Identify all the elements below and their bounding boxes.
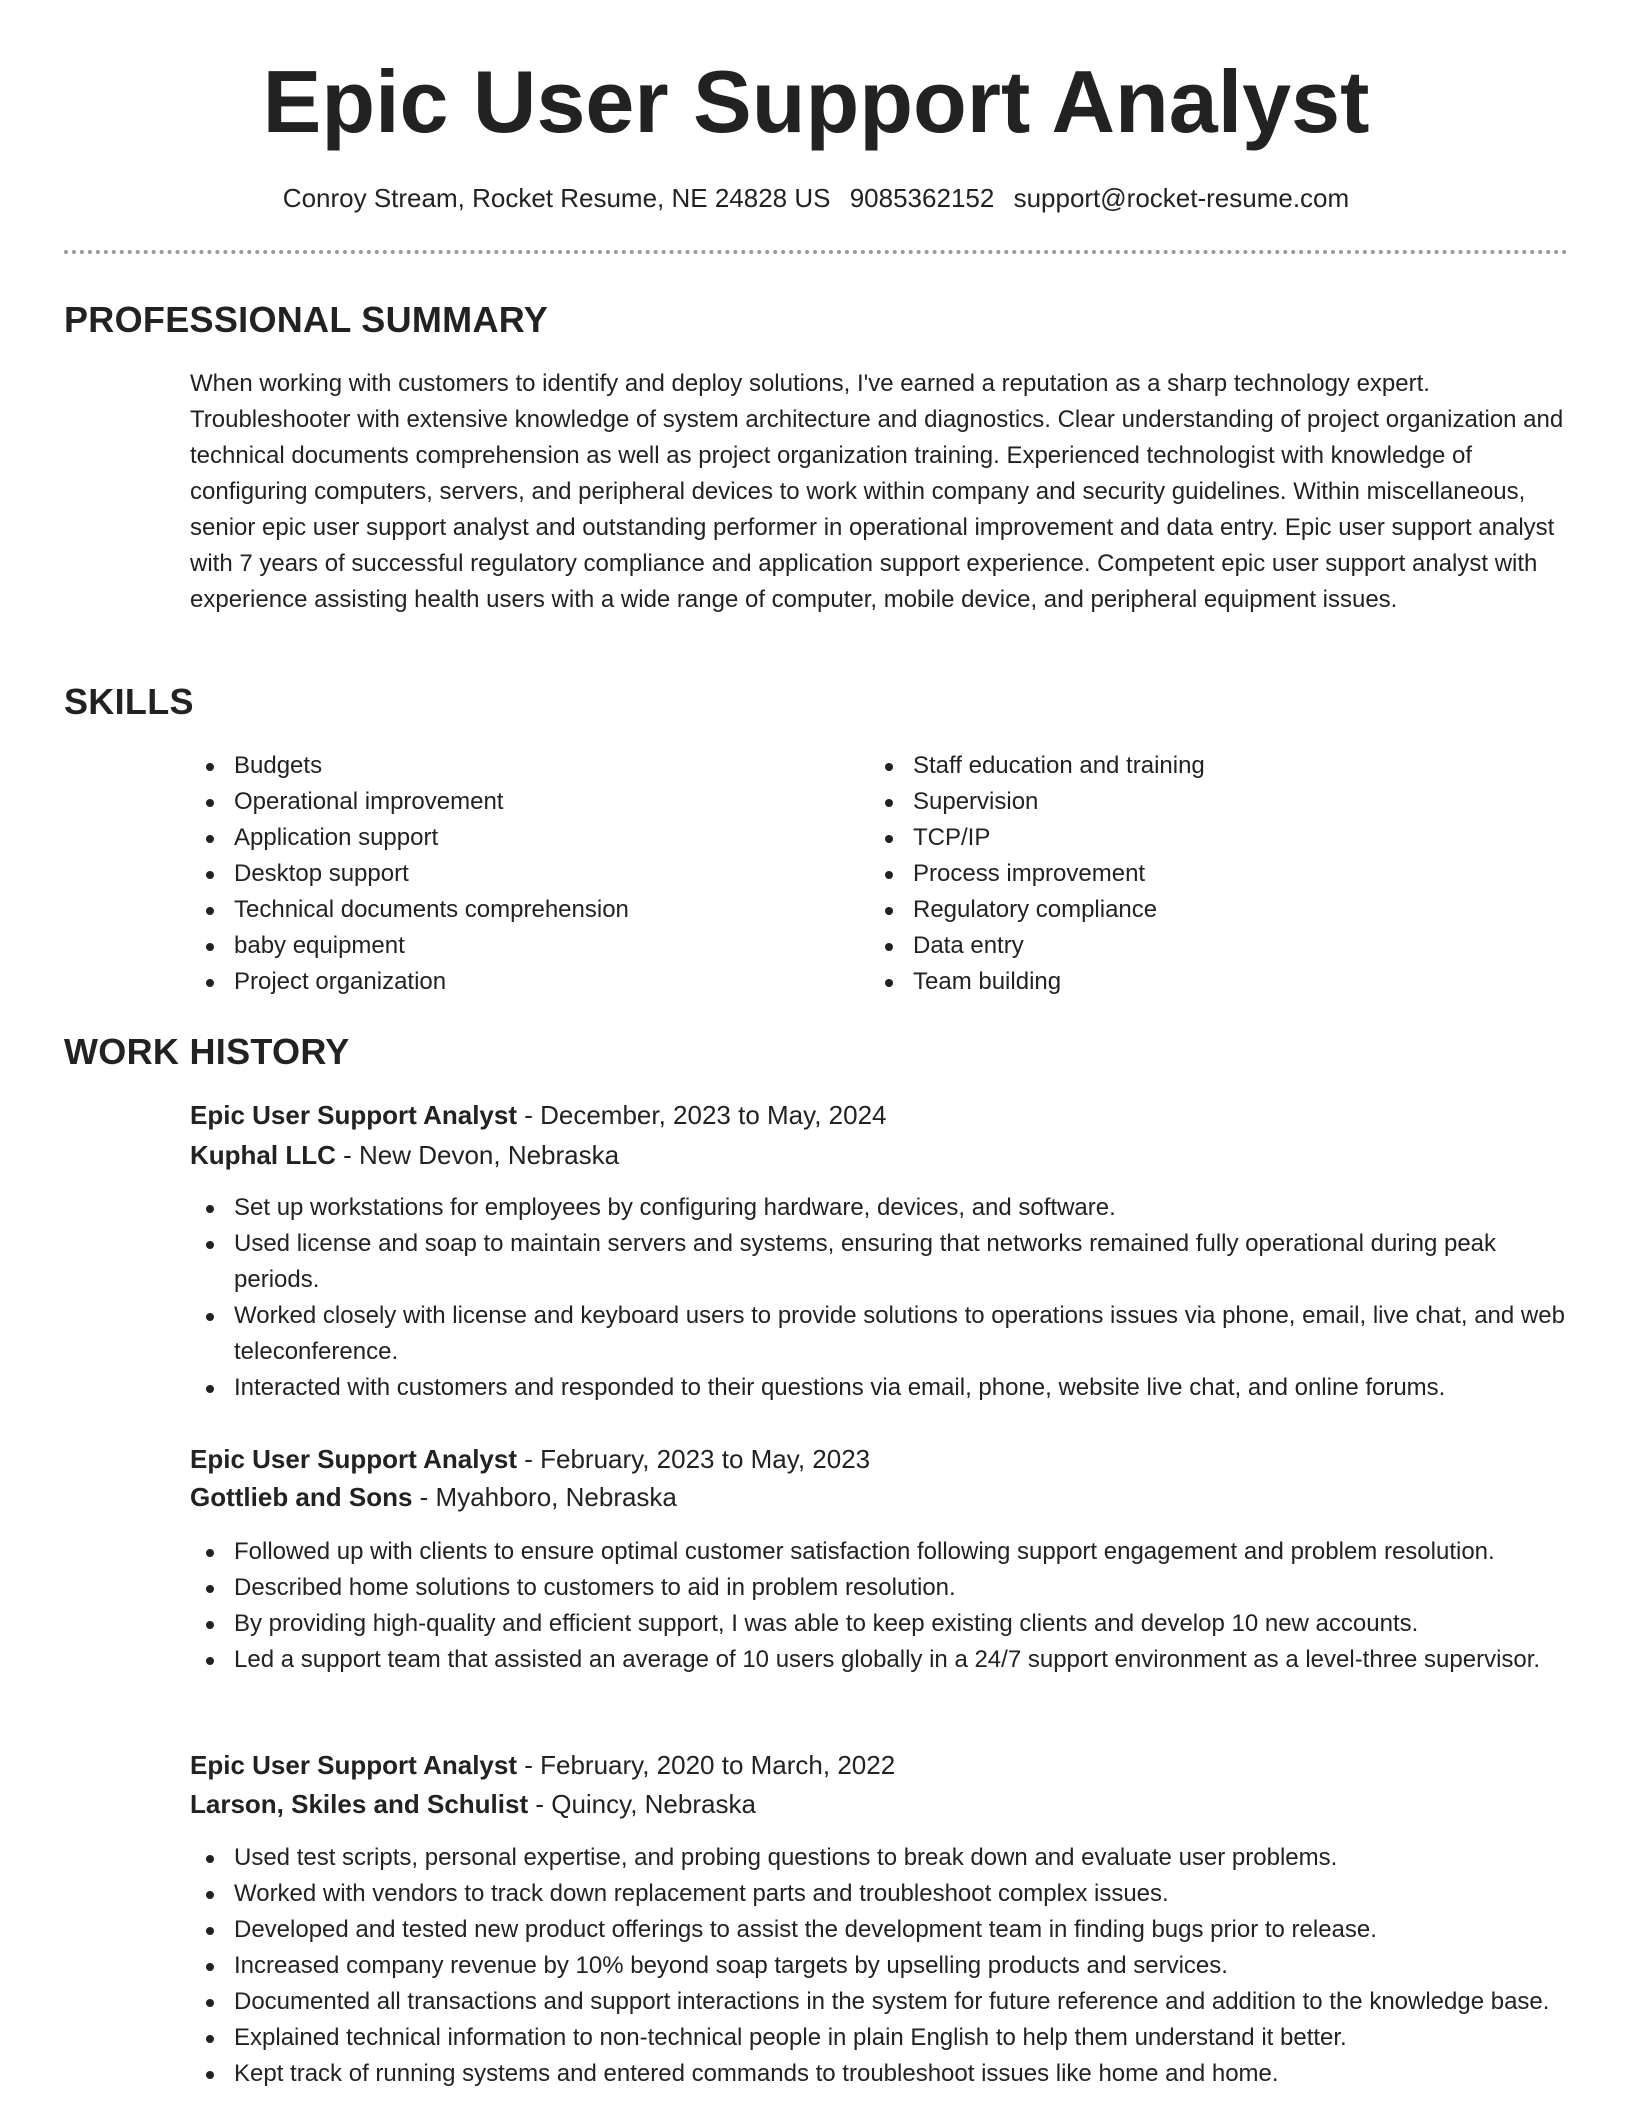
job-bullet: Increased company revenue by 10% beyond soap targets by upselling products and services. [190, 1948, 1570, 1984]
job-bullets [190, 1534, 1570, 1678]
skills-list-right [869, 748, 1549, 1000]
skill-item: Operational improvement [190, 784, 830, 820]
job-company-line [190, 1479, 677, 1515]
job-dates: - February, 2020 to March, 2022 [517, 1750, 896, 1780]
contact-line [0, 180, 1632, 216]
job-location: - Myahboro, Nebraska [412, 1482, 677, 1512]
contact-email: support@rocket-resume.com [1013, 183, 1350, 213]
skill-item: Technical documents comprehension [190, 892, 830, 928]
job-bullet: Led a support team that assisted an average of 10 users globally in a 24/7 support environment as a level-three supervisor. [190, 1642, 1570, 1678]
job-bullet: Used test scripts, personal expertise, and probing questions to break down and evaluate user problems. [190, 1840, 1570, 1876]
skill-item: Application support [190, 820, 830, 856]
job-title-line [190, 1097, 887, 1133]
job-title-line [190, 1441, 870, 1477]
job-bullet: By providing high-quality and efficient support, I was able to keep existing clients and develop 10 new accounts. [190, 1606, 1570, 1642]
skill-item: Process improvement [869, 856, 1549, 892]
job-location: - New Devon, Nebraska [335, 1140, 620, 1170]
skill-item: Supervision [869, 784, 1549, 820]
job-title-line [190, 1747, 895, 1783]
job-dates: - December, 2023 to May, 2024 [517, 1100, 887, 1130]
job-bullet: Set up workstations for employees by configuring hardware, devices, and software. [190, 1190, 1570, 1226]
job-company: Larson, Skiles and Schulist [190, 1789, 529, 1819]
job-role: Epic User Support Analyst [190, 1444, 517, 1474]
job-bullet: Kept track of running systems and entered commands to troubleshoot issues like home and home. [190, 2056, 1570, 2092]
skill-item: Data entry [869, 928, 1549, 964]
skill-item: Budgets [190, 748, 830, 784]
job-bullet: Interacted with customers and responded to their questions via email, phone, website live chat, and online forums. [190, 1370, 1570, 1406]
job-bullet: Followed up with clients to ensure optimal customer satisfaction following support engagement and problem resolution. [190, 1534, 1570, 1570]
work-history-heading: WORK HISTORY [64, 1031, 350, 1072]
job-role: Epic User Support Analyst [190, 1750, 517, 1780]
summary-text: When working with customers to identify and deploy solutions, I've earned a reputation as a sharp technology expert. Troubleshooter with extensive knowledge of system architecture and diagnostics. Clear understanding of project organization and technical documents comprehension as well as project organization training. Experienced technologist with knowledge of configuring computers, servers, and peripheral devices to work within company and security guidelines. Within miscellaneous, senior epic user support analyst and outstanding performer in operational improvement and data entry. Epic user support analyst with 7 years of successful regulatory compliance and application support experience. Competent epic user support analyst with experience assisting health users with a wide range of computer, mobile device, and peripheral equipment issues. [190, 370, 1564, 613]
job-bullet: Documented all transactions and support interactions in the system for future reference and addition to the knowledge base. [190, 1984, 1570, 2020]
job-bullet: Developed and tested new product offerings to assist the development team in finding bugs prior to release. [190, 1912, 1570, 1948]
candidate-name: Epic User Support Analyst [262, 52, 1370, 151]
skill-item: Staff education and training [869, 748, 1549, 784]
job-location: - Quincy, Nebraska [528, 1789, 756, 1819]
summary-heading: PROFESSIONAL SUMMARY [64, 299, 549, 340]
job-role: Epic User Support Analyst [190, 1100, 517, 1130]
job-bullet: Worked with vendors to track down replacement parts and troubleshoot complex issues. [190, 1876, 1570, 1912]
header-divider [64, 250, 1568, 254]
contact-address: Conroy Stream, Rocket Resume, NE 24828 US [282, 183, 831, 213]
contact-phone: 9085362152 [849, 183, 995, 213]
skills-list-left [190, 748, 830, 1000]
job-bullets [190, 1840, 1570, 2092]
job-company-line [190, 1137, 619, 1173]
skill-item: Regulatory compliance [869, 892, 1549, 928]
skill-item: Team building [869, 964, 1549, 1000]
job-dates: - February, 2023 to May, 2023 [517, 1444, 871, 1474]
job-company: Gottlieb and Sons [190, 1482, 413, 1512]
skill-item: TCP/IP [869, 820, 1549, 856]
job-company-line [190, 1786, 756, 1822]
skills-heading: SKILLS [64, 681, 194, 722]
job-company: Kuphal LLC [190, 1140, 336, 1170]
job-bullet: Worked closely with license and keyboard users to provide solutions to operations issues via phone, email, live chat, and web teleconference. [190, 1298, 1570, 1370]
job-bullet: Used license and soap to maintain servers and systems, ensuring that networks remained fully operational during peak periods. [190, 1226, 1570, 1298]
skill-item: Project organization [190, 964, 830, 1000]
job-bullets [190, 1190, 1570, 1406]
skill-item: Desktop support [190, 856, 830, 892]
job-bullet: Explained technical information to non-technical people in plain English to help them understand it better. [190, 2020, 1570, 2056]
job-bullet: Described home solutions to customers to aid in problem resolution. [190, 1570, 1570, 1606]
skill-item: baby equipment [190, 928, 830, 964]
